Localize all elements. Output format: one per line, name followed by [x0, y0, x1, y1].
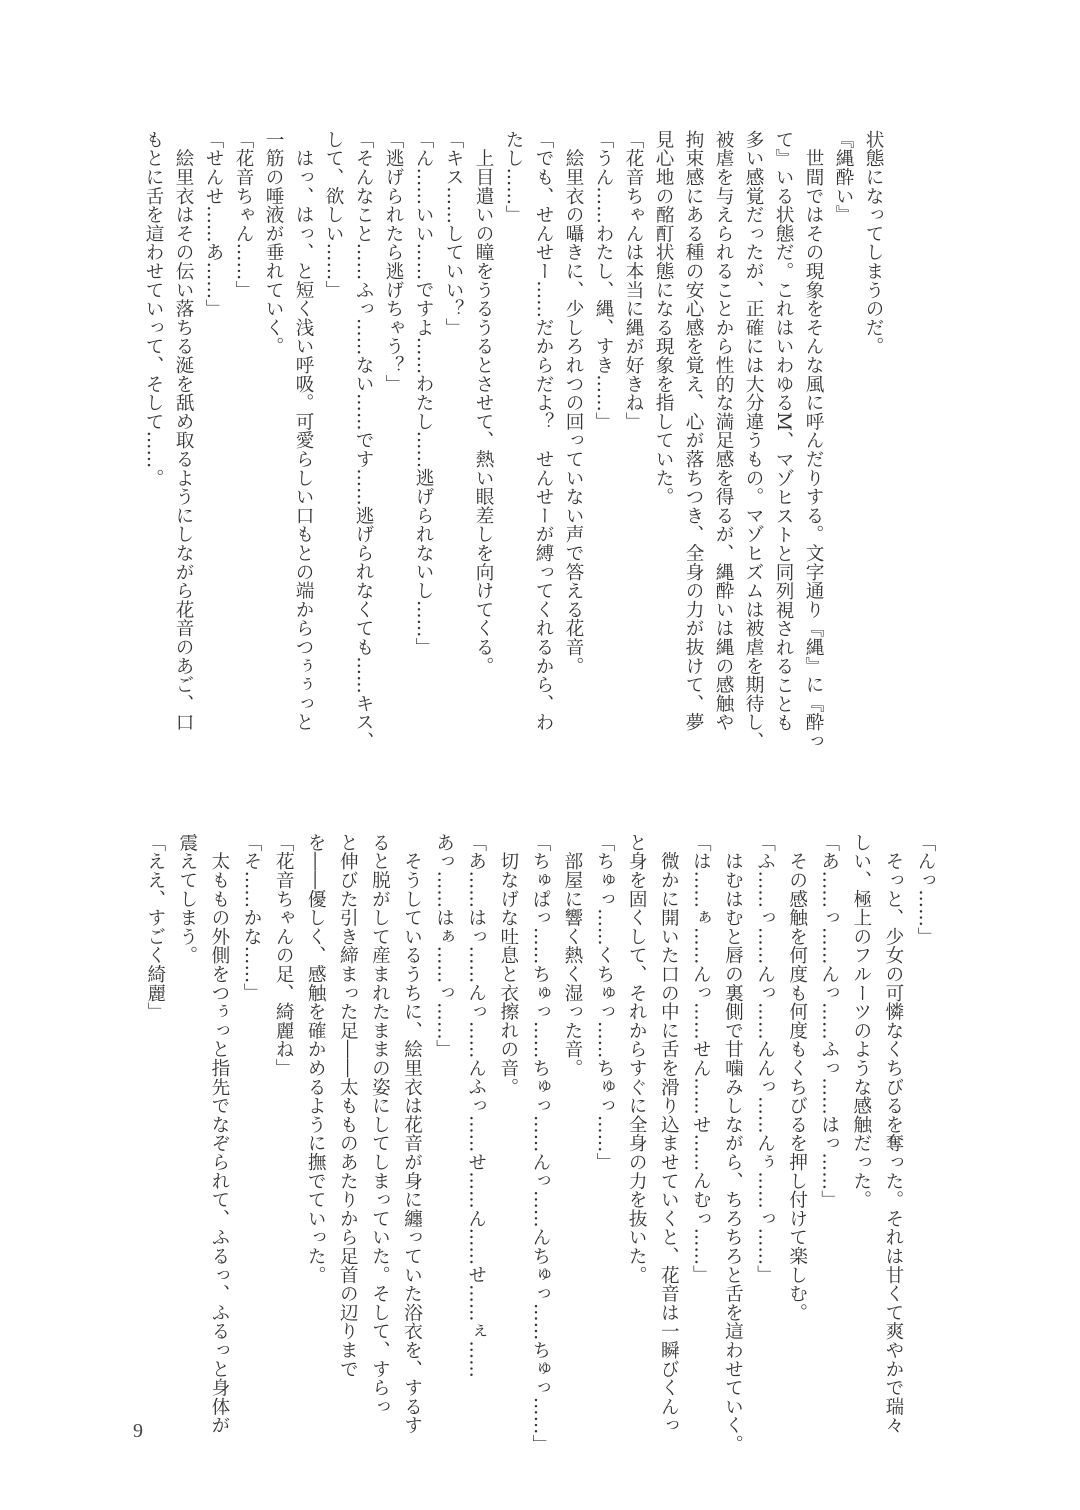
text-column: もとに舌を這わせていって、そして……。 [143, 130, 164, 488]
text-column: 「うん……わたし、縄、すき……」 [593, 130, 614, 431]
text-column: 「花音ちゃん……」 [233, 130, 254, 300]
text-column: 一筋の唾液が垂れていく。 [263, 130, 284, 356]
text-column: を――優しく、感触を確かめるように撫でていった。 [305, 833, 327, 1285]
text-column: 上目遣いの瞳をうるうるとさせて、熱い眼差しを向けてくる。 [473, 130, 494, 676]
text-column: そっと、少女の可憐なくちびるを奪った。それは甘くて爽やかで瑞々 [882, 833, 904, 1435]
text-column: 「ええ、すごく綺麗」 [144, 833, 166, 1021]
text-column: 多い感覚だったが、正確には大分違うもの。マゾヒズムは被虐を期待し、 [743, 130, 764, 751]
text-column: 「ちゅっ……くちゅっ……ちゅっ……」 [594, 833, 616, 1172]
text-column: 「キス……していい？」 [443, 130, 464, 337]
text-column: はむはむと唇の裏側で甘噛みしながら、ちろちろと舌を這わせていく。 [722, 833, 744, 1454]
page-number: 9 [133, 1420, 143, 1442]
text-column: 「花音ちゃんは本当に縄が好きね」 [623, 130, 644, 431]
text-column: 「花音ちゃんの足、綺麗ね」 [273, 833, 295, 1078]
text-column: 「せんせ……あ……」 [203, 130, 224, 318]
text-column: 「ふ……っ……んっ……んんっ……んぅ……っ……」 [754, 833, 776, 1285]
text-column: しい、極上のフルーツのような感触だった。 [850, 833, 872, 1209]
text-column: 部屋に響く熱く湿った音。 [561, 833, 583, 1078]
text-column: と身を固くして、それからすぐに全身の力を抜いた。 [626, 833, 648, 1285]
text-column: 「あ……っ……んっ……ふっ……はっ……」 [818, 833, 840, 1209]
lower-text-block [132, 833, 936, 1454]
text-column: 震えてしまう。 [176, 833, 198, 965]
text-column: 拘束感にある種の安心感を覚え、心が落ちつき、全身の力が抜けて、夢 [683, 130, 704, 732]
text-column: と伸びた引き締まった足――太もものあたりから足首の辺りまで [337, 833, 359, 1379]
text-column: 世間ではその現象をそんな風に呼んだりする。文字通り『縄』に『酔っ [803, 130, 824, 751]
text-column: て』いる状態だ。これはいわゆるM、マゾヒストと同列視されることも [773, 130, 794, 733]
text-column: 被虐を与えられることから性的な満足感を得るが、縄酔いは縄の感触や [713, 130, 734, 732]
text-column: 微かに開いた口の中に舌を滑り込ませていくと、花音は一瞬びくんっ [658, 833, 680, 1435]
text-column: 絵里衣はその伝い落ちる涎を舐め取るようにしながら花音のあご、口 [173, 130, 194, 732]
text-column: ると脱がして産まれたままの姿にしてしまっていた。そして、すらっ [369, 833, 391, 1416]
text-column: 「んっ……」 [915, 833, 936, 946]
text-column: 切なげな吐息と衣擦れの音。 [497, 833, 519, 1097]
text-column: たし……」 [503, 130, 524, 224]
text-column: そうしているうちに、絵里衣は花音が身に纏っていた浴衣を、するす [401, 833, 423, 1435]
text-column: して、欲しい……」 [323, 130, 344, 300]
text-column: 見心地の酩酊状態になる現象を指していた。 [653, 130, 674, 506]
text-column: 「あ……はっ……んっ……んふっ……せ……ん……せ……ぇ…… [465, 833, 487, 1379]
text-column: 「逃げられたら逃げちゃう？」 [383, 130, 404, 394]
text-column: 絵里衣の囁きに、少しろれつの回っていない声で答える花音。 [563, 130, 584, 676]
text-column: はっ、はっ、と短く浅い呼吸。可愛らしい口もとの端からつぅぅっと [293, 130, 314, 732]
upper-text-block [132, 130, 884, 751]
text-column: 「ちゅぱっ……ちゅっ……ちゅっ……んっ……んちゅっ……ちゅっ……」 [529, 833, 551, 1454]
text-column: 「そ……かな……」 [241, 833, 263, 1003]
text-column: 「ん……いい……ですよ……わたし……逃げられないし……」 [413, 130, 434, 657]
text-column: 「でも、せんせー……だからだよ？ せんせーが縛ってくれるから、わ [533, 130, 554, 732]
text-column: あっ……はぁ……っ……」 [433, 833, 455, 1059]
text-column: 「そんなこと……ふっ……ない……です……逃げられなくても……キス、 [353, 130, 374, 751]
text-column: その感触を何度も何度もくちびるを押し付けて楽しむ。 [786, 833, 808, 1322]
text-column: 『縄酔い』 [833, 130, 854, 224]
text-column: 太ももの外側をつぅっと指先でなぞられて、ふるっ、ふるっと身体が [208, 833, 230, 1435]
text-column: 「は……ぁ……んっ……せん……せ……んむっ……」 [690, 833, 712, 1285]
text-column: 状態になってしまうのだ。 [863, 130, 884, 356]
